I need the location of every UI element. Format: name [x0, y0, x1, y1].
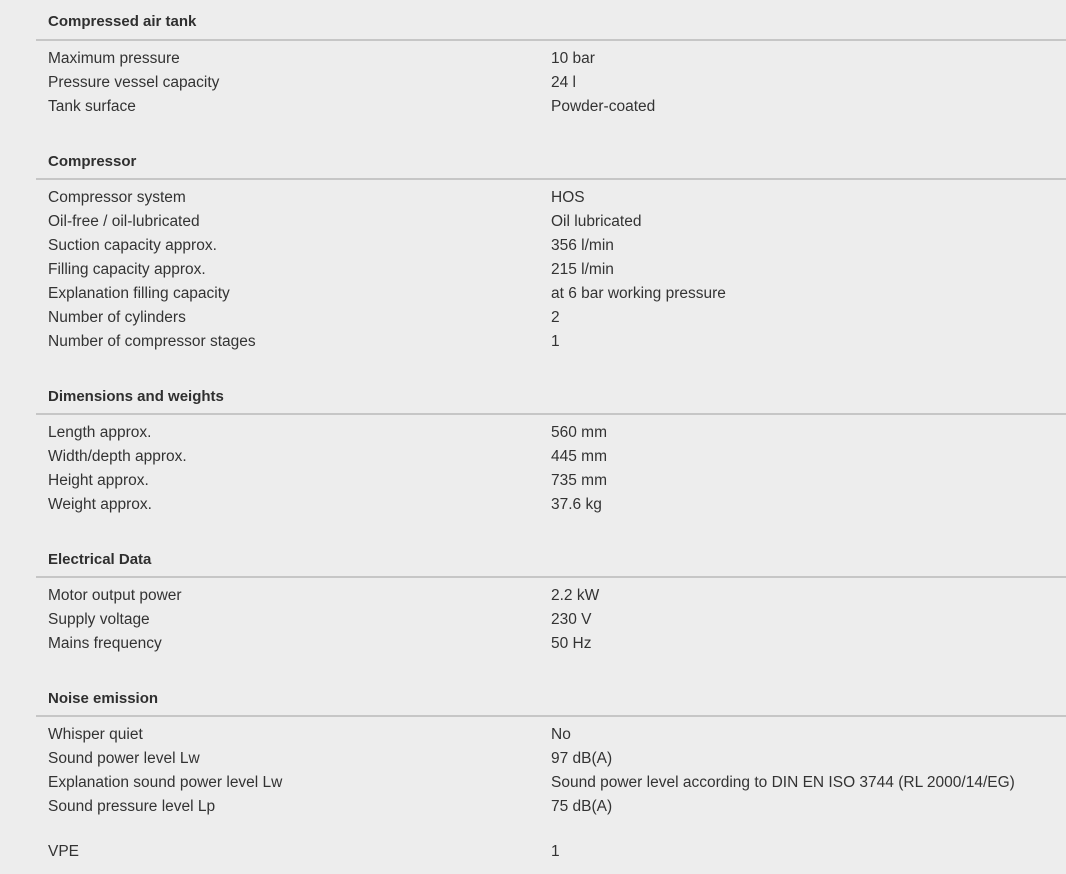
- spec-row: [36, 632, 1066, 656]
- section-title: Dimensions and weights: [36, 375, 1066, 415]
- spec-label: Explanation sound power level Lw: [48, 774, 283, 791]
- spec-row: [36, 469, 1066, 493]
- spec-label: Explanation filling capacity: [48, 285, 230, 302]
- spec-label: Oil-free / oil-lubricated: [48, 213, 200, 230]
- spec-value: 97 dB(A): [551, 750, 613, 767]
- section-title: Compressor: [36, 140, 1066, 180]
- spec-value: Sound power level according to DIN EN ISO 3744 (RL 2000/14/EG): [551, 774, 1015, 791]
- section-rows: [36, 717, 1066, 819]
- spec-label: Filling capacity approx.: [48, 261, 206, 278]
- spec-row: [36, 234, 1066, 258]
- spec-row: [36, 47, 1066, 71]
- spec-value: Oil lubricated: [551, 213, 642, 230]
- spec-value: 356 l/min: [551, 237, 614, 254]
- section-rows: [36, 415, 1066, 517]
- spec-value: 75 dB(A): [551, 798, 613, 815]
- spec-value: No: [551, 726, 571, 743]
- spec-value: 230 V: [551, 611, 592, 628]
- spec-label: Compressor system: [48, 189, 186, 206]
- spec-row: [36, 608, 1066, 632]
- spec-row: [36, 493, 1066, 517]
- spec-value: Powder-coated: [551, 98, 656, 115]
- spec-row: [36, 282, 1066, 306]
- vpe-label: VPE: [48, 843, 80, 860]
- section-noise-emission: [36, 677, 1066, 819]
- section-title: Noise emission: [36, 677, 1066, 717]
- spec-row: [36, 210, 1066, 234]
- spec-value: 24 l: [551, 74, 576, 91]
- spec-value: 560 mm: [551, 424, 607, 441]
- spec-value: 445 mm: [551, 448, 607, 465]
- spec-value: HOS: [551, 189, 585, 206]
- spec-label: Supply voltage: [48, 611, 150, 628]
- spec-value: 735 mm: [551, 472, 607, 489]
- spec-label: Height approx.: [48, 472, 149, 489]
- spec-value: 50 Hz: [551, 635, 592, 652]
- spec-label: Number of cylinders: [48, 309, 186, 326]
- section-compressor: [36, 140, 1066, 354]
- spec-row: [36, 795, 1066, 819]
- spec-label: Mains frequency: [48, 635, 162, 652]
- spec-label: Width/depth approx.: [48, 448, 187, 465]
- spec-label: Suction capacity approx.: [48, 237, 217, 254]
- spec-label: Length approx.: [48, 424, 152, 441]
- spec-row: [36, 306, 1066, 330]
- spec-row: [36, 258, 1066, 282]
- spec-table: [36, 0, 1066, 864]
- spec-row: [36, 330, 1066, 354]
- spec-value: 10 bar: [551, 50, 595, 67]
- spec-value: at 6 bar working pressure: [551, 285, 726, 302]
- spec-label: Sound pressure level Lp: [48, 798, 216, 815]
- spec-row: [36, 584, 1066, 608]
- spec-value: 2.2 kW: [551, 587, 600, 604]
- spec-label: Whisper quiet: [48, 726, 143, 743]
- spec-row-vpe: [36, 840, 1066, 864]
- spec-value: 2: [551, 309, 560, 326]
- spec-row: [36, 747, 1066, 771]
- spec-row: [36, 723, 1066, 747]
- spec-value: 215 l/min: [551, 261, 614, 278]
- spec-row: [36, 445, 1066, 469]
- section-compressed-air-tank: [36, 0, 1066, 119]
- vpe-block: [36, 840, 1066, 864]
- section-rows: [36, 180, 1066, 354]
- vpe-value: 1: [551, 843, 560, 860]
- spec-row: [36, 771, 1066, 795]
- section-dimensions-and-weights: [36, 375, 1066, 517]
- spec-label: Maximum pressure: [48, 50, 180, 67]
- spec-value: 1: [551, 333, 560, 350]
- spec-value: 37.6 kg: [551, 496, 602, 513]
- section-rows: [36, 41, 1066, 119]
- spec-label: Motor output power: [48, 587, 182, 604]
- spec-label: Tank surface: [48, 98, 136, 115]
- section-title: Compressed air tank: [36, 0, 1066, 41]
- section-title: Electrical Data: [36, 538, 1066, 578]
- spec-label: Weight approx.: [48, 496, 152, 513]
- spec-row: [36, 95, 1066, 119]
- section-rows: [36, 578, 1066, 656]
- spec-label: Sound power level Lw: [48, 750, 200, 767]
- section-electrical-data: [36, 538, 1066, 656]
- spec-label: Number of compressor stages: [48, 333, 256, 350]
- spec-row: [36, 186, 1066, 210]
- spec-row: [36, 421, 1066, 445]
- spec-row: [36, 71, 1066, 95]
- spec-label: Pressure vessel capacity: [48, 74, 220, 91]
